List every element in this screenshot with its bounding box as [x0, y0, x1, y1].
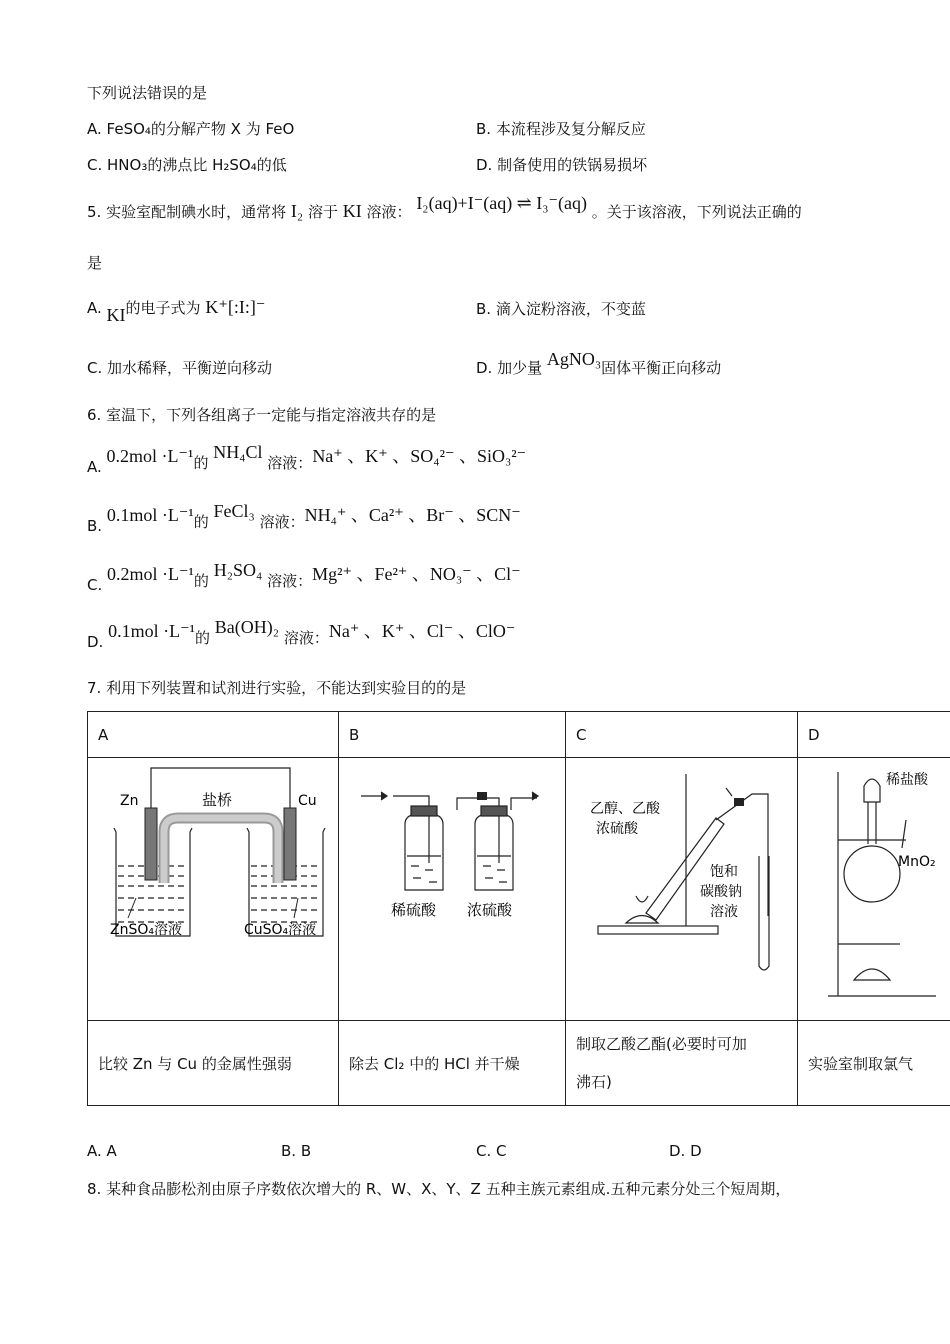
q6-opt-conc: 0.1mol ·L⁻¹ [108, 621, 195, 641]
q6-opt-de: 的 [193, 454, 209, 472]
q6-opt-solute: FeCl₃ [213, 501, 255, 521]
caption-c-line1: 制取乙酸乙酯(必要时可加 [576, 1035, 747, 1053]
cuso4-label: CuSO₄溶液 [244, 922, 317, 938]
conc-h2so4-label: 浓硫酸 [596, 821, 638, 837]
q6-opt-solute: NH₄Cl [213, 442, 263, 462]
caption-b: 除去 Cl₂ 中的 HCl 并干燥 [339, 1021, 566, 1106]
q5-option-a-label: A. [87, 299, 102, 317]
figure-cell-b [339, 758, 566, 1021]
q5-part5: 是 [87, 254, 103, 272]
q5-ki: KI [342, 201, 362, 221]
q5-option-a-text: 的电子式为 [125, 299, 201, 317]
q5-part1: 5. 实验室配制碘水时，通常将 [87, 203, 287, 221]
q7-option-c: C. C [476, 1142, 507, 1160]
q5-option-a [87, 297, 266, 325]
table-header-row [88, 712, 950, 758]
q5-part3: 溶液： [366, 203, 412, 221]
q6-option-b [87, 501, 521, 535]
figure-cell-c [566, 758, 798, 1021]
dilute-hcl-label: 稀盐酸 [886, 772, 928, 788]
q5-option-d-label: D. 加少量 [476, 359, 543, 377]
q6-stem: 6. 室温下，下列各组离子一定能与指定溶液共存的是 [87, 406, 437, 424]
q5-option-a-ki: KI [106, 305, 126, 325]
q6-opt-de: 的 [193, 572, 209, 590]
ethanol-acid-label: 乙醇、乙酸 [590, 801, 660, 817]
q6-opt-conc: 0.2mol ·L⁻¹ [106, 446, 194, 466]
q5-equation: I₂(aq)+I⁻(aq) ⇌ I₃⁻(aq) [416, 193, 588, 213]
chlorine-generator-diagram [808, 758, 950, 1016]
q6-opt-label: B. [87, 517, 103, 535]
figure-cell-d [798, 758, 950, 1021]
q6-opt-de: 的 [195, 629, 211, 647]
znso4-label: ZnSO₄溶液 [110, 922, 182, 938]
q5-part4: 。关于该溶液，下列说法正确的 [591, 203, 802, 221]
salt-bridge-label: 盐桥 [202, 791, 233, 809]
q6-opt-ions: Na⁺ 、K⁺ 、SO₄²⁻ 、SiO₃²⁻ [312, 446, 527, 466]
q6-opt-label: D. [87, 633, 104, 651]
q4-stem: 下列说法错误的是 [87, 84, 208, 102]
q6-option-d [87, 617, 516, 651]
q6-opt-solute: H₂SO₄ [213, 560, 263, 580]
table-figure-row [88, 758, 950, 1021]
header-cell-c: C [566, 712, 798, 758]
cu-label: Cu [298, 793, 317, 809]
galvanic-cell-diagram [98, 758, 328, 1016]
q5-i2: I₂ [290, 201, 304, 221]
q4-option-a: A. FeSO₄的分解产物 X 为 FeO [87, 120, 295, 138]
dilute-acid-label: 稀硫酸 [391, 901, 437, 919]
q7-stem: 7. 利用下列装置和试剂进行实验，不能达到实验目的的是 [87, 679, 467, 697]
q5-option-d-post: 固体平衡正向移动 [601, 359, 722, 377]
header-cell-d: D [798, 712, 950, 758]
caption-a: 比较 Zn 与 Cu 的金属性强弱 [88, 1021, 339, 1106]
sodium-carbonate-label: 碳酸钠 [700, 884, 742, 900]
caption-d: 实验室制取氯气 [798, 1021, 950, 1106]
q6-opt-ions: Mg²⁺ 、Fe²⁺ 、NO₃⁻ 、Cl⁻ [312, 564, 521, 584]
q6-opt-sol: 溶液： [283, 629, 329, 647]
caption-c [566, 1021, 798, 1106]
zn-label: Zn [120, 793, 139, 809]
experiment-table [87, 711, 950, 1106]
saturated-label: 饱和 [710, 864, 738, 880]
ester-apparatus-diagram [576, 758, 787, 1016]
q6-option-a [87, 442, 527, 476]
caption-c-line2: 沸石) [576, 1073, 612, 1091]
header-cell-b: B [339, 712, 566, 758]
q5-option-d [476, 349, 722, 378]
q4-option-c: C. HNO₃的沸点比 H₂SO₄的低 [87, 156, 287, 174]
q7-option-d: D. D [669, 1142, 702, 1160]
table-caption-row [88, 1021, 950, 1106]
figure-cell-a [88, 758, 339, 1021]
q5-option-d-chem: AgNO₃ [546, 349, 602, 369]
q4-option-b: B. 本流程涉及复分解反应 [476, 120, 646, 138]
q6-opt-solute: Ba(OH)₂ [214, 617, 280, 637]
q7-option-a: A. A [87, 1142, 117, 1160]
header-cell-a: A [88, 712, 339, 758]
q6-opt-conc: 0.2mol ·L⁻¹ [107, 564, 194, 584]
q5-part2: 溶于 [307, 203, 338, 221]
q5-option-c: C. 加水稀释，平衡逆向移动 [87, 359, 273, 377]
q6-opt-ions: NH₄⁺ 、Ca²⁺ 、Br⁻ 、SCN⁻ [304, 505, 521, 525]
q6-opt-label: A. [87, 458, 102, 476]
q5-stem [87, 193, 802, 222]
q7-option-b: B. B [281, 1142, 312, 1160]
q6-opt-conc: 0.1mol ·L⁻¹ [106, 505, 194, 525]
mno2-label: MnO₂ [898, 854, 936, 870]
gas-washing-bottles-diagram [349, 758, 555, 1016]
q6-opt-label: C. [87, 576, 103, 594]
q6-opt-ions: Na⁺ 、K⁺ 、Cl⁻ 、ClO⁻ [328, 621, 516, 641]
q6-opt-sol: 溶液： [267, 572, 313, 590]
q6-opt-sol: 溶液： [259, 513, 305, 531]
q6-opt-sol: 溶液： [267, 454, 313, 472]
q5-option-b: B. 滴入淀粉溶液，不变蓝 [476, 300, 646, 318]
q4-option-d: D. 制备使用的铁锅易损坏 [476, 156, 648, 174]
q6-opt-de: 的 [193, 513, 209, 531]
conc-acid-label: 浓硫酸 [467, 901, 513, 919]
q8-stem: 8. 某种食品膨松剂由原子序数依次增大的 R、W、X、Y、Z 五种主族元素组成.五种元素分处三个短周期， [87, 1180, 791, 1198]
solution-label: 溶液 [710, 904, 738, 920]
q5-option-a-formula: K⁺[:I:]⁻ [205, 297, 266, 317]
q6-option-c [87, 560, 521, 594]
